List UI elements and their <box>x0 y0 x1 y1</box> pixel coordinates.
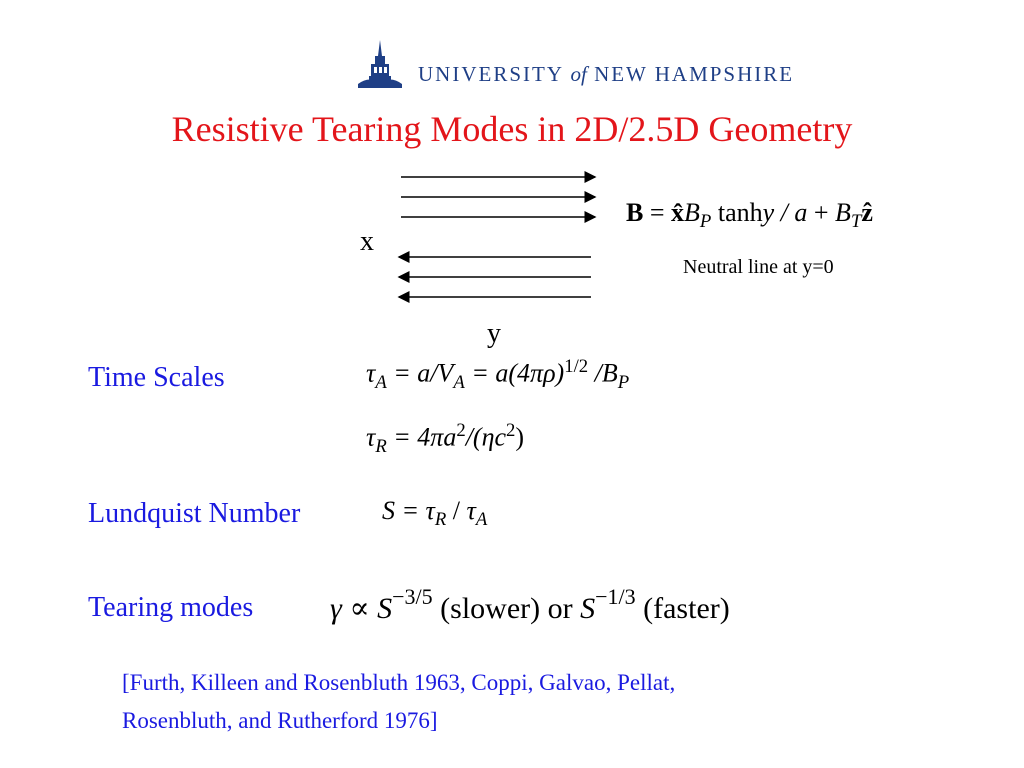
field-equation <box>626 198 873 233</box>
tau-r-rhs1: = 4πa <box>393 422 457 452</box>
tearing-exp2: −1/3 <box>595 584 636 609</box>
tau-r-rhs2: /(ηc <box>465 422 507 452</box>
field-eq: = <box>649 198 665 227</box>
tearing-s2: S <box>580 592 596 625</box>
lundquist-sub2: A <box>475 509 488 531</box>
logo-of: of <box>570 62 587 86</box>
tearing-exp1: −3/5 <box>392 584 433 609</box>
tau-a-bp-sub: P <box>617 371 630 393</box>
tau-r-sub: R <box>375 435 387 457</box>
tau-a-rhs2: = a(4πρ) <box>471 358 565 388</box>
tau-a-rhs3: /B <box>594 358 618 388</box>
lundquist-tau2: τ <box>466 496 476 525</box>
field-bt: B <box>835 198 851 227</box>
tau-a-va-sub: A <box>453 371 465 393</box>
unh-wordmark <box>418 62 794 87</box>
tau-a-sub: A <box>375 371 387 393</box>
neutral-line-note: Neutral line at y=0 <box>683 256 834 278</box>
tau-a-tau: τ <box>366 358 376 388</box>
axis-x-label: x <box>360 226 374 257</box>
logo-place: NEW HAMPSHIRE <box>594 62 795 86</box>
tearing-equation <box>330 584 730 626</box>
tau-r-exp2: 2 <box>506 420 516 441</box>
lundquist-slash: / <box>452 496 461 525</box>
field-plus: + <box>813 198 829 227</box>
tearing-slower: (slower) or <box>440 592 573 625</box>
tau-r-rhs3: ) <box>515 422 525 452</box>
axis-y-label: y <box>487 318 501 349</box>
tearing-gamma: γ ∝ S <box>330 592 393 625</box>
field-tanh: tanh <box>717 198 763 227</box>
field-zhat: ẑ <box>861 198 873 227</box>
slide-title: Resistive Tearing Modes in 2D/2.5D Geometry <box>171 109 853 149</box>
tau-r-exp1: 2 <box>456 420 466 441</box>
lundquist-equation <box>382 496 487 531</box>
tau-r-tau: τ <box>366 422 376 452</box>
tau-a-exp: 1/2 <box>564 356 589 377</box>
field-xhat: x̂ <box>671 198 685 227</box>
field-p: P <box>699 211 712 233</box>
field-bp: B <box>684 198 700 227</box>
lundquist-sub1: R <box>434 509 447 531</box>
tau-a-equation <box>366 356 629 394</box>
field-lines-diagram <box>395 168 605 308</box>
logo-university: UNIVERSITY <box>418 62 564 86</box>
tau-a-rhs1: = a/V <box>393 358 454 388</box>
label-tearing: Tearing modes <box>88 592 254 623</box>
field-t: T <box>850 211 862 233</box>
reference-line-1: [Furth, Killeen and Rosenbluth 1963, Coppi, Galvao, Pellat, <box>122 670 676 695</box>
reference-line-2: Rosenbluth, and Rutherford 1976] <box>122 708 438 733</box>
tau-r-equation <box>366 420 524 458</box>
field-b: B <box>626 198 644 227</box>
label-time-scales: Time Scales <box>88 362 225 393</box>
lundquist-tau1: τ <box>425 496 435 525</box>
reference-citation <box>122 664 675 740</box>
tearing-faster: (faster) <box>643 592 730 625</box>
label-lundquist: Lundquist Number <box>88 498 301 529</box>
field-y-over-a: y / a <box>762 198 808 227</box>
bell-tower-icon <box>356 40 404 90</box>
unh-logo <box>356 40 404 95</box>
lundquist-s: S = <box>382 496 420 525</box>
